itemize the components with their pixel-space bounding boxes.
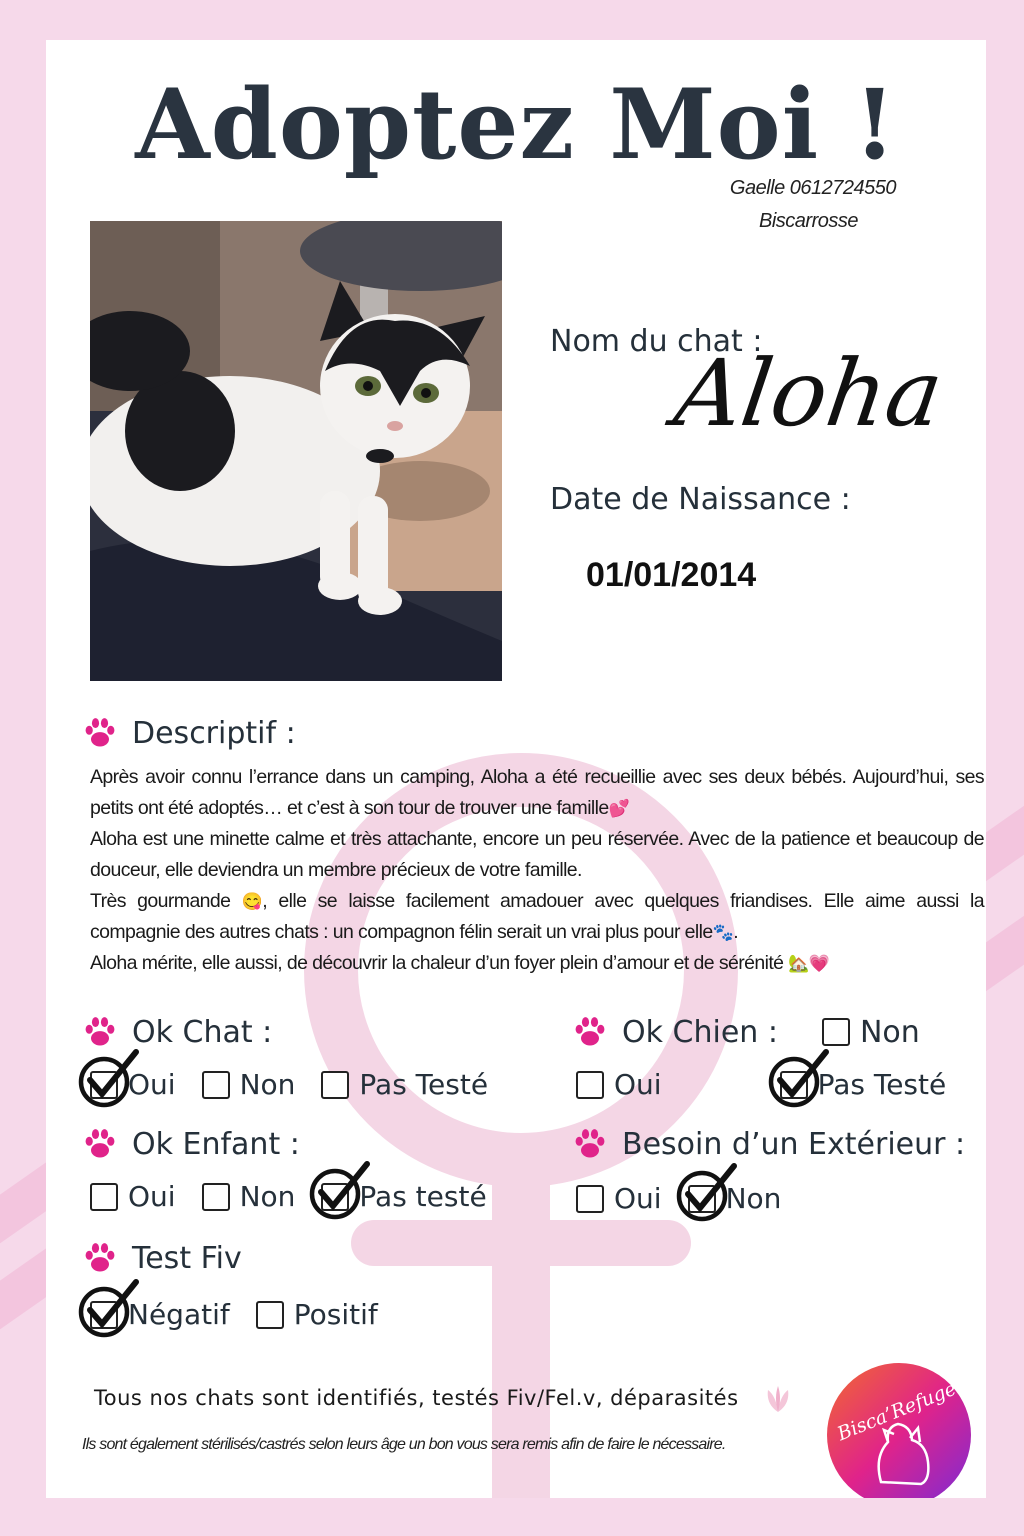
footer-sterilisation-note: Ils sont également stérilisés/castrés selon leurs âge un bon vous sera remis afin de faire le nécessaire. — [82, 1436, 726, 1453]
checkbox[interactable] — [90, 1183, 118, 1211]
option-label: Oui — [128, 1180, 176, 1213]
option-label: Non — [725, 1182, 782, 1215]
desc-paragraph-2: Aloha est une minette calme et très attachante, encore un peu réservée. Avec de la patience et beaucoup de douceur, elle deviendra un membre précieux de votre famille. — [90, 828, 984, 881]
checkmark-circle-icon — [766, 1046, 836, 1108]
contact-info — [730, 172, 896, 238]
test-fiv-positif[interactable] — [256, 1298, 378, 1331]
test-fiv-title: Test Fiv — [132, 1240, 242, 1276]
ok-chat-heading — [82, 1014, 272, 1050]
checkbox[interactable] — [202, 1183, 230, 1211]
ok-enfant-heading — [82, 1126, 300, 1162]
exterieur-oui[interactable] — [576, 1182, 662, 1215]
checkbox[interactable] — [321, 1071, 349, 1099]
test-fiv-negatif[interactable] — [90, 1298, 230, 1331]
option-label: Non — [859, 1014, 920, 1050]
ok-chat-title: Ok Chat : — [132, 1014, 273, 1050]
paw-icon — [82, 1240, 118, 1276]
name-label: Nom du chat : — [550, 324, 763, 359]
cat-illustration — [90, 221, 502, 681]
checkmark-circle-icon — [307, 1158, 377, 1220]
desc-paragraph-3c: . — [733, 921, 739, 943]
option-label: Pas Testé — [359, 1068, 489, 1101]
ok-chien-pas-teste[interactable] — [780, 1068, 947, 1101]
headline: Adoptez Moi ! — [135, 68, 897, 181]
ok-enfant-title: Ok Enfant : — [132, 1126, 300, 1162]
description-text — [90, 762, 984, 979]
paw-icon — [82, 1014, 118, 1050]
dob-label: Date de Naissance : — [550, 482, 851, 517]
logo-text: Bisca’Refuge — [834, 1377, 960, 1446]
ok-enfant-oui[interactable] — [90, 1180, 176, 1213]
ok-chien-options — [576, 1068, 972, 1101]
home-heart-emoji: 🏡💗 — [788, 954, 830, 973]
desc-paragraph-1: Après avoir connu l’errance dans un camping, Aloha a été recueillie avec ses deux bébés. Aujourd’hui, ses petits ont été adoptés… et c’est à son tour de trouver une famille — [90, 766, 984, 819]
description-heading — [82, 715, 296, 751]
yum-emoji: 😋 — [241, 892, 263, 911]
checkbox[interactable] — [202, 1071, 230, 1099]
ok-chien-oui[interactable] — [576, 1068, 662, 1101]
ok-chien-title: Ok Chien : — [622, 1014, 778, 1050]
paw-icon — [82, 1126, 118, 1162]
exterieur-heading — [572, 1126, 965, 1162]
lotus-icon — [760, 1384, 796, 1414]
ok-enfant-non[interactable] — [202, 1180, 296, 1213]
option-label: Non — [239, 1180, 296, 1213]
option-label: Pas testé — [359, 1180, 487, 1213]
checkmark-circle-icon — [76, 1046, 146, 1108]
ok-chat-oui[interactable] — [90, 1068, 176, 1101]
hearts-emoji: 💕 — [608, 799, 630, 818]
checkmark-circle-icon — [76, 1276, 146, 1338]
checkbox[interactable] — [576, 1071, 604, 1099]
checkbox[interactable] — [256, 1301, 284, 1329]
exterieur-non[interactable] — [688, 1182, 782, 1215]
paw-emoji: 🐾 — [712, 923, 734, 942]
bisca-refuge-logo — [826, 1362, 972, 1498]
cat-photo — [90, 221, 502, 681]
dob-value: 01/01/2014 — [586, 556, 757, 594]
paw-icon — [572, 1126, 608, 1162]
ok-chat-non[interactable] — [202, 1068, 296, 1101]
exterieur-title: Besoin d’un Extérieur : — [622, 1126, 966, 1162]
ok-chien-non[interactable] — [822, 1015, 920, 1050]
option-label: Non — [239, 1068, 296, 1101]
desc-paragraph-3a: Très gourmande — [90, 890, 231, 912]
option-label: Positif — [293, 1298, 378, 1331]
option-label: Oui — [128, 1068, 176, 1101]
exterieur-options — [576, 1182, 807, 1215]
checkbox[interactable] — [576, 1185, 604, 1213]
ok-enfant-pas-teste[interactable] — [321, 1180, 486, 1213]
option-label: Négatif — [128, 1298, 230, 1331]
ok-chat-pas-teste[interactable] — [321, 1068, 488, 1101]
desc-paragraph-4: Aloha mérite, elle aussi, de découvrir la chaleur d’un foyer plein d’amour et de sérénité — [90, 952, 784, 974]
contact-city: Biscarrosse — [759, 210, 858, 232]
adoption-poster — [46, 40, 986, 1498]
option-label: Oui — [614, 1182, 662, 1215]
footer-health-note: Tous nos chats sont identifiés, testés Fiv/Fel.v, déparasités — [94, 1386, 739, 1410]
test-fiv-heading — [82, 1240, 242, 1276]
paw-icon — [572, 1014, 608, 1050]
contact-phone: Gaelle 0612724550 — [729, 177, 896, 199]
option-label: Oui — [614, 1068, 662, 1101]
test-fiv-options — [90, 1298, 404, 1331]
checkmark-circle-icon — [674, 1160, 744, 1222]
desc-paragraph-3b: , elle se laisse facilement amadouer avec quelques friandises. Elle aime aussi la compagnie des autres chats : un compagnon félin serait un vrai plus pour elle — [90, 890, 984, 943]
paw-icon — [82, 715, 118, 751]
checkbox[interactable] — [822, 1018, 850, 1046]
cat-name: Aloha — [668, 340, 949, 447]
ok-enfant-options — [90, 1180, 513, 1213]
ok-chat-options — [90, 1068, 514, 1101]
option-label: Pas Testé — [817, 1068, 947, 1101]
description-title: Descriptif : — [132, 715, 296, 751]
ok-chien-heading — [572, 1014, 946, 1050]
